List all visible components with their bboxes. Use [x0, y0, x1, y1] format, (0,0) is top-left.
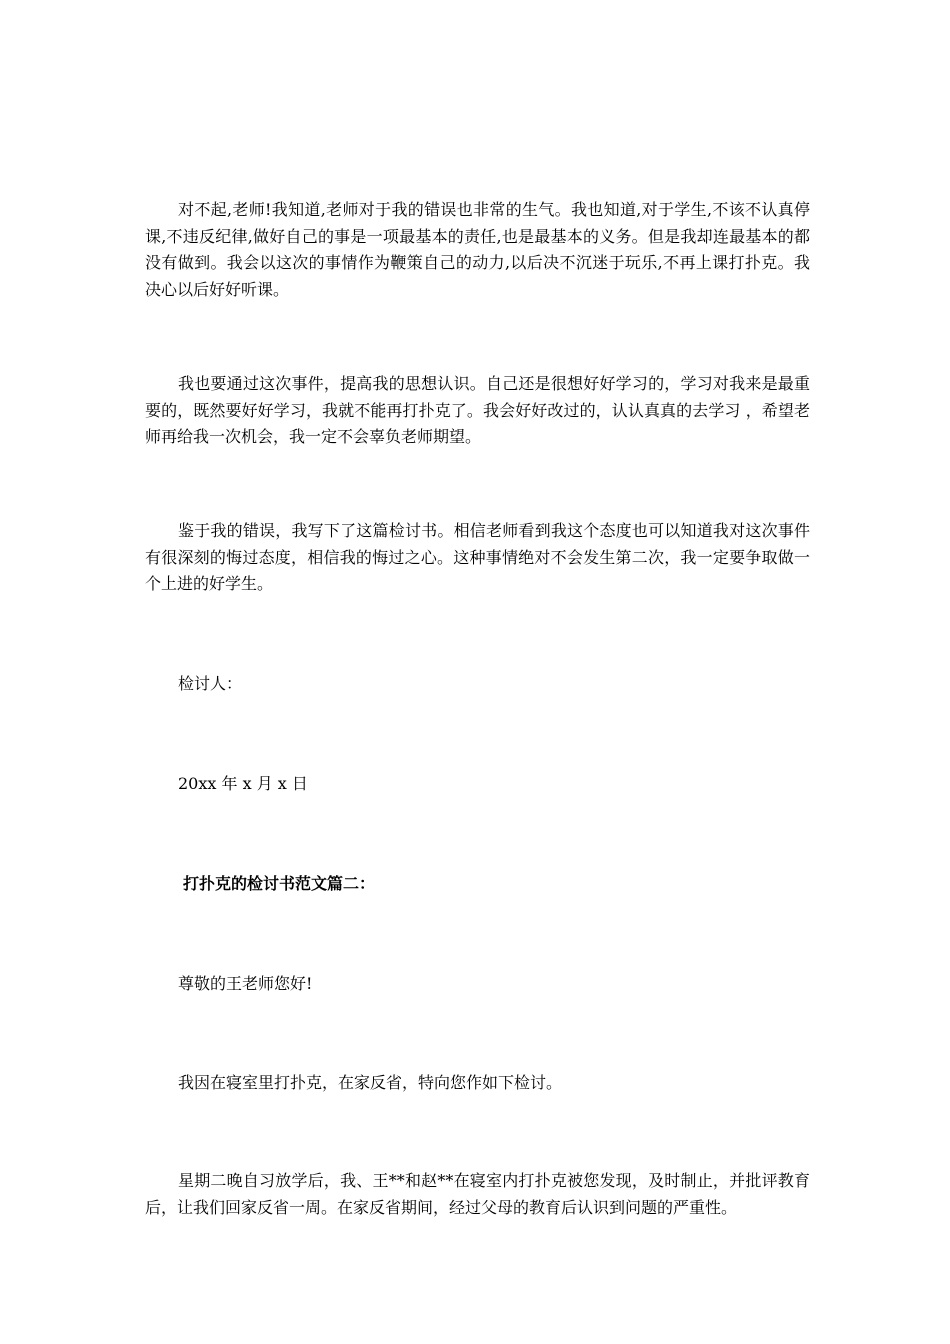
date-line: 20xx 年 x 月 x 日 [178, 774, 308, 793]
salutation: 尊敬的王老师您好! [178, 974, 313, 993]
paragraph-reflection: 我也要通过这次事件，提高我的思想认识。自己还是很想好好学习的，学习对我来是最重要的，既然要好好学习，我就不能再打扑克了。我会好好改过的，认认真真的去学习 ，希望老师再给我一次机会，我一定不会辜负老师期望。 [145, 374, 810, 446]
paragraph-apology: 对不起,老师!我知道,老师对于我的错误也非常的生气。我也知道,对于学生,不该不认真停课,不违反纪律,做好自己的事是一项最基本的责任,也是最基本的义务。但是我却连最基本的都没有做到。我会以这次的事情作为鞭策自己的动力,以后决不沉迷于玩乐,不再上课打扑克。我决心以后好好听课。 [145, 200, 810, 299]
paragraph-incident: 星期二晚自习放学后，我、王**和赵**在寝室内打扑克被您发现，及时制止，并批评教育后，让我们回家反省一周。在家反省期间，经过父母的教育后认识到问题的严重性。 [145, 1171, 810, 1217]
section-heading: 打扑克的检讨书范文篇二： [183, 874, 376, 893]
paragraph-commitment: 鉴于我的错误，我写下了这篇检讨书。相信老师看到我这个态度也可以知道我对这次事件有很深刻的悔过态度，相信我的悔过之心。这种事情绝对不会发生第二次，我一定要争取做一个上进的好学生。 [145, 521, 810, 593]
intro-line: 我因在寝室里打扑克，在家反省，特向您作如下检讨。 [178, 1073, 563, 1092]
signer-label: 检讨人： [178, 674, 243, 693]
